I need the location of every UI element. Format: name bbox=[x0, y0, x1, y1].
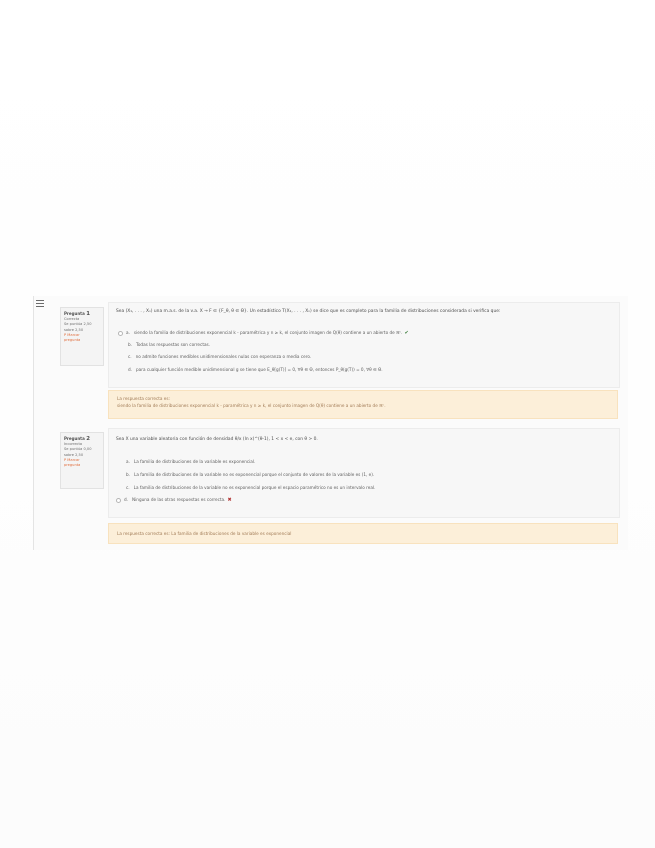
answer-option-c[interactable]: c. La familia de distribuciones de la variable no es exponencial porque el espacio paramétrico no es un intervalo real. bbox=[126, 485, 376, 490]
answer-option-c[interactable]: c. no admite funciones medibles unidimensionales nulas con esperanza o media cero. bbox=[128, 354, 312, 359]
correct-answer-feedback-1 bbox=[108, 390, 618, 419]
feedback-answer: siendo la familia de distribuciones exponencial k - paramétrica y n ≥ k, el conjunto imagen de Q(θ) contiene a un abierto de ℝᵏ. bbox=[117, 403, 386, 408]
check-icon: ✔ bbox=[404, 330, 409, 336]
feedback-heading: La respuesta correcta es: bbox=[117, 396, 170, 401]
cross-icon: ✖ bbox=[227, 497, 232, 503]
flag-question-link-2[interactable]: pregunta bbox=[64, 338, 81, 343]
flag-question-link[interactable]: P Marcar bbox=[64, 457, 80, 462]
question-text: Sea X una variable aleatoria con función de densidad θ/x (ln x)^(θ-1), 1 < x < e, con θ > 0. bbox=[116, 437, 318, 442]
question-score-max: sobre 2,50 bbox=[64, 327, 84, 332]
question-info-2 bbox=[60, 432, 104, 489]
feedback-answer: La respuesta correcta es: La familia de distribuciones de la variable es exponencial bbox=[117, 531, 292, 536]
question-number: Pregunta 2 bbox=[64, 436, 90, 442]
radio-button[interactable] bbox=[118, 331, 123, 336]
question-status: Correcta bbox=[64, 317, 80, 322]
answer-option-a[interactable]: a. La familia de distribuciones de la variable es exponencial. bbox=[126, 459, 256, 464]
question-score: Se puntúa 0,00 bbox=[64, 447, 92, 452]
answer-option-b[interactable]: b. La familia de distribuciones de la variable no es exponencial porque el conjunto de valores de la variable es (1, e). bbox=[126, 472, 375, 477]
answer-option-b[interactable]: b. Todas las respuestas son correctas. bbox=[128, 342, 211, 347]
menu-icon[interactable] bbox=[36, 300, 44, 308]
radio-button[interactable] bbox=[116, 498, 121, 503]
question-status: Incorrecta bbox=[64, 442, 83, 447]
question-text: Sea (X₁, . . . , Xₙ) una m.a.s. de la v.a. X → F ∈ {F_θ, θ ∈ Θ}. Un estadístico T(X₁, . . . , Xₙ) se dice que es completo para la familia de distribuciones considerada si verifica que: bbox=[116, 309, 501, 314]
question-score-max: sobre 2,50 bbox=[64, 452, 84, 457]
answer-option-a[interactable]: a. siendo la familia de distribuciones exponencial k - paramétrica y n ≥ k, el conjunto imagen de Q(θ) contiene a un abierto de ℝᵏ. ✔ bbox=[118, 330, 409, 336]
flag-question-link[interactable]: P Marcar bbox=[64, 332, 80, 337]
answer-option-d[interactable]: d. para cualquier función medible unidimensional g se tiene que E_θ[g(T)] = 0, ∀θ ∈ Θ, entonces P_θ(g(T)) = 0, ∀θ ∈ Θ. bbox=[128, 367, 383, 372]
question-info-1 bbox=[60, 307, 104, 366]
question-number: Pregunta 1 bbox=[64, 311, 90, 317]
answer-option-d[interactable]: d. Ninguna de las otras respuestas es correcta. ✖ bbox=[116, 497, 232, 503]
question-score: Se puntúa 2,50 bbox=[64, 322, 92, 327]
correct-answer-feedback-2 bbox=[108, 523, 618, 544]
flag-question-link-2[interactable]: pregunta bbox=[64, 463, 81, 468]
